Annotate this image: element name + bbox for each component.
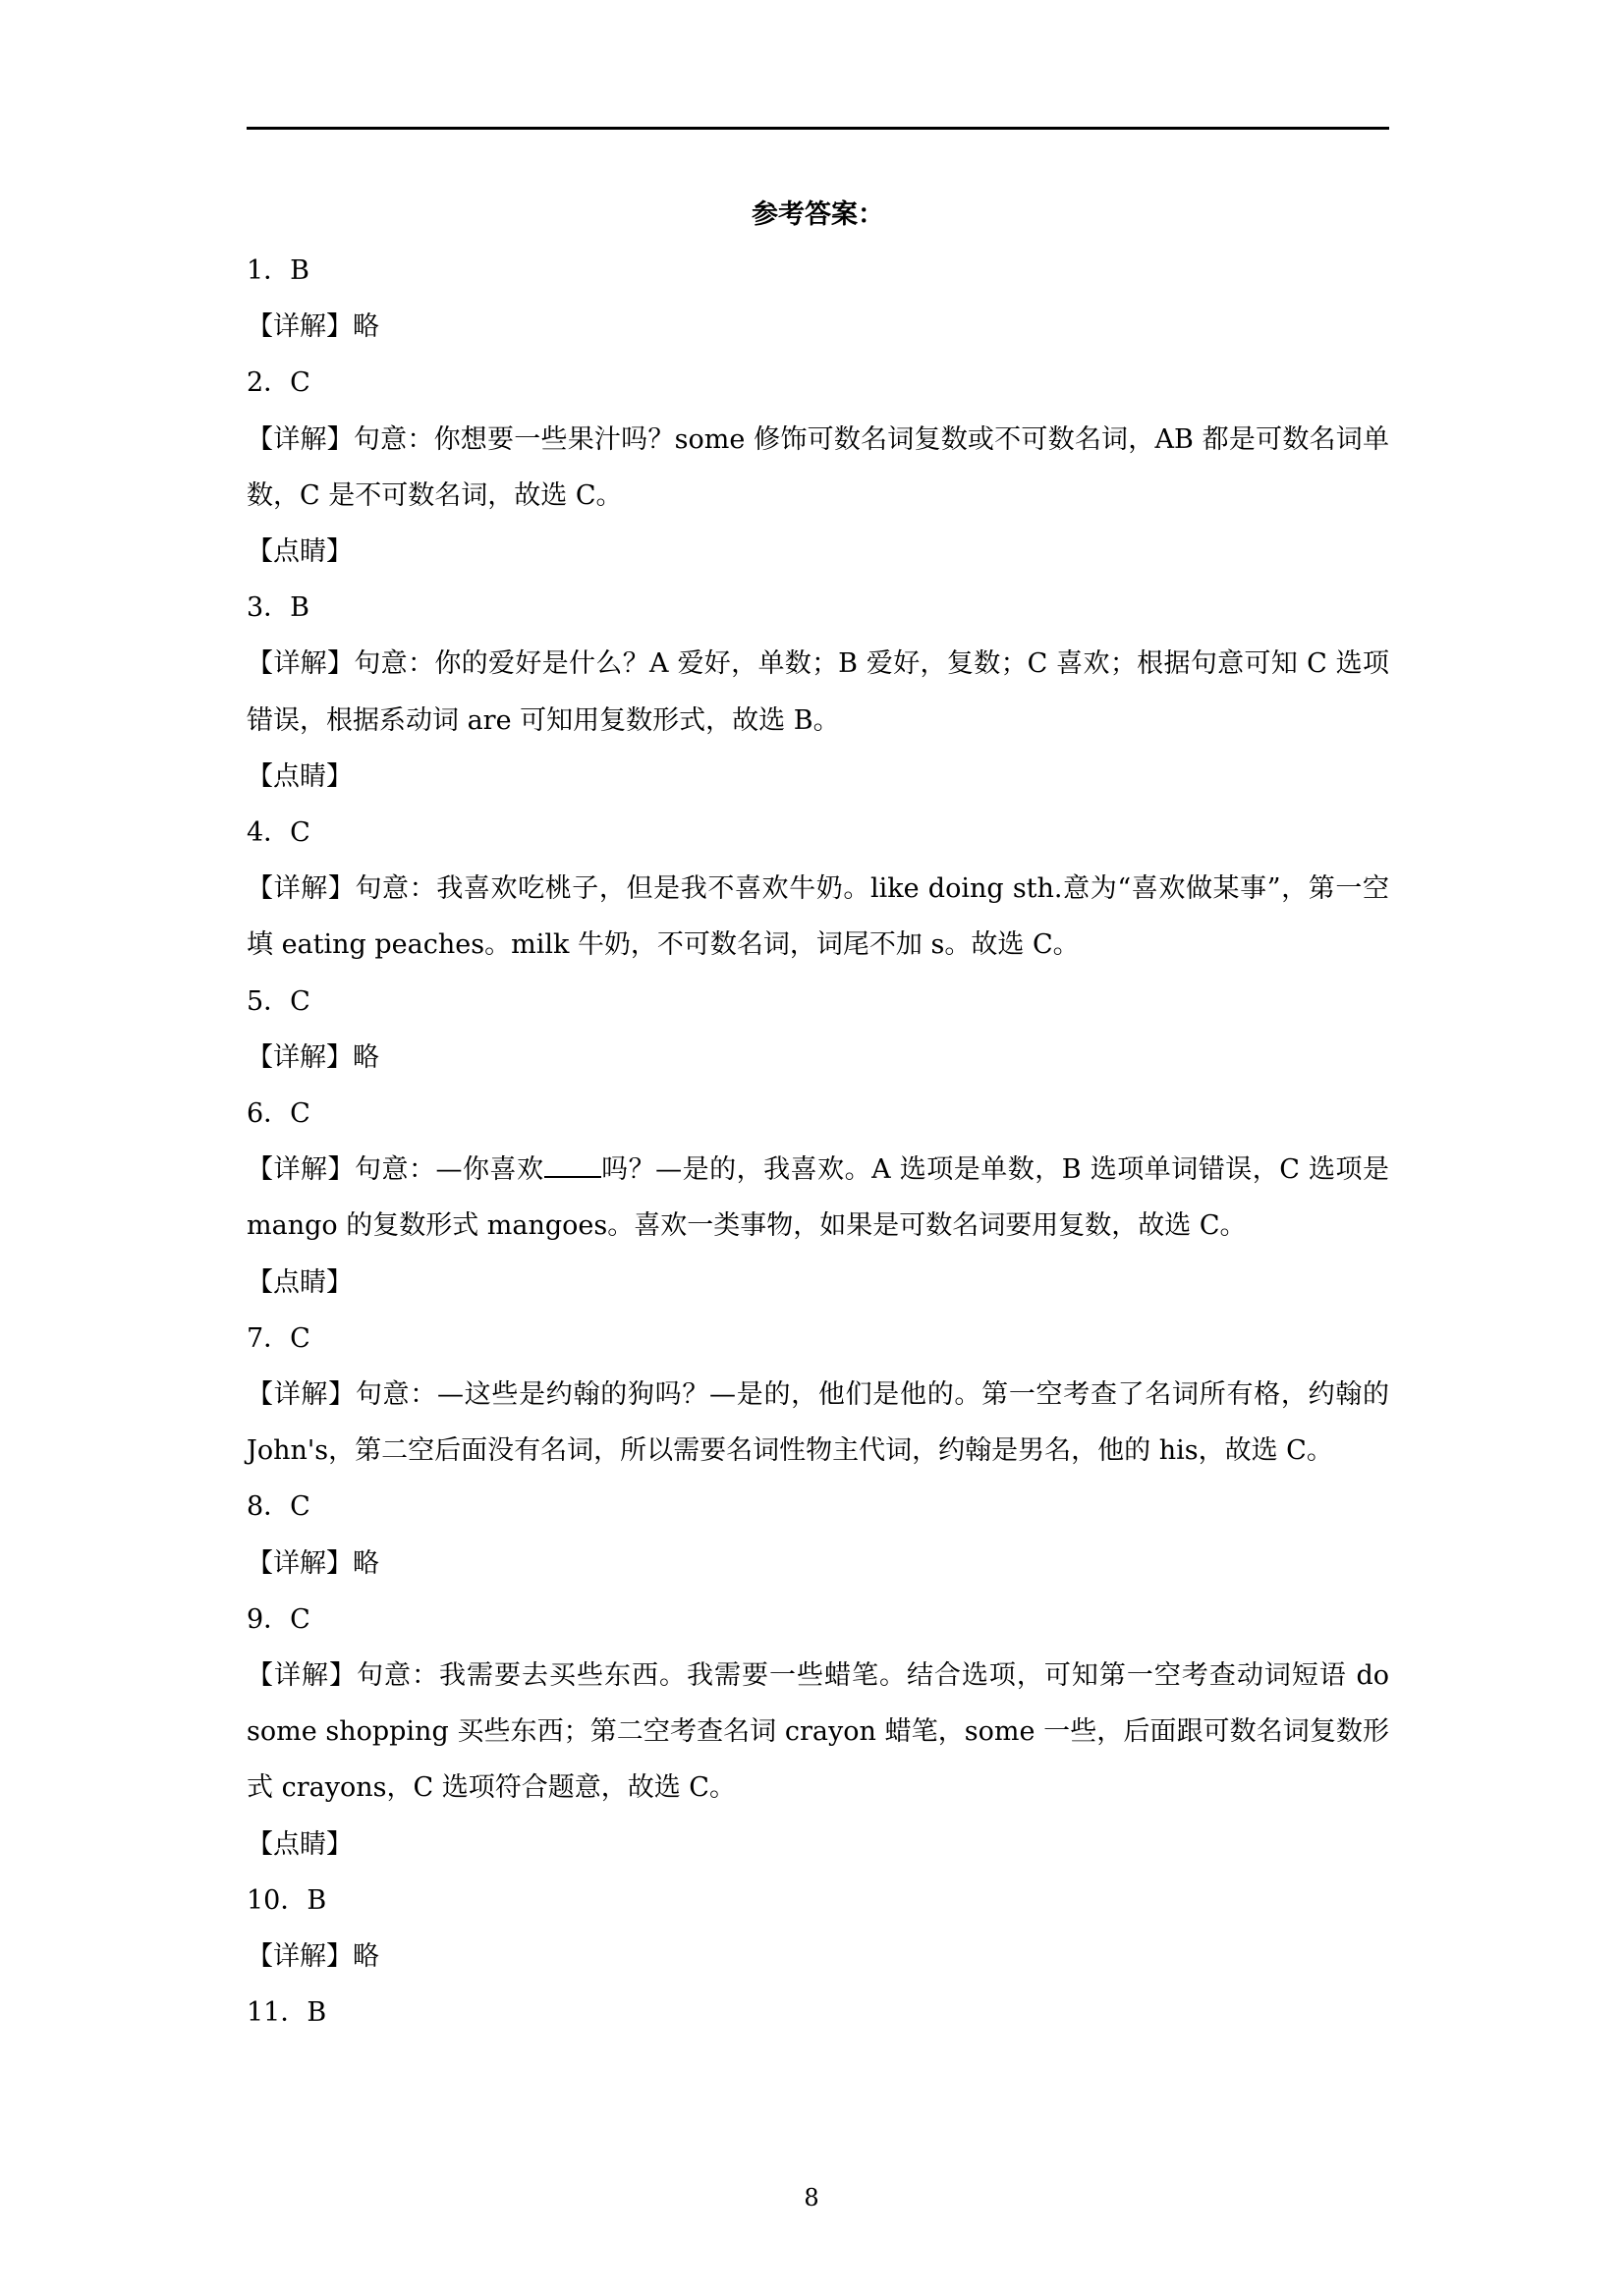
detail-text: 句意：你的爱好是什么？A 爱好，单数；B 爱好，复数；C 喜欢；根据句意可知 C 选项错误，根据系动词 are 可知用复数形式，故选 B。 [247,648,1389,736]
detail-text: 略 [353,1941,379,1973]
answer-detail [247,412,1389,524]
detail-text: 略 [353,1041,379,1073]
answer-item [247,1086,1389,1311]
answer-item [247,1985,1389,2041]
answer-number: 1．B [247,255,310,286]
answer-number: 4．C [247,817,310,849]
answer-detail [247,1030,1389,1086]
answer-detail [247,1536,1389,1592]
answer-number: 5．C [247,985,310,1017]
note-label: 【点睛】 [247,1266,353,1298]
answer-item [247,974,1389,1086]
answer-number: 6．C [247,1098,310,1130]
answer-number: 9．C [247,1603,310,1635]
answer-item [247,355,1389,580]
detail-text-after-blank: 吗？—是的，我喜欢。A 选项是单数，B 选项单词错误，C 选项是 mango 的复数形式 mangoes。喜欢一类事物，如果是可数名词要用复数，故选 C。 [247,1154,1390,1242]
answer-number: 3．B [247,592,310,624]
answer-number: 10．B [247,1884,327,1916]
answer-detail [247,636,1389,748]
detail-label: 【详解】 [247,1660,357,1692]
answer-item [247,805,1389,974]
detail-label: 【详解】 [247,648,355,680]
answer-key [247,187,1389,2042]
note-label: 【点睛】 [247,760,353,792]
note-label: 【点睛】 [247,1828,353,1860]
detail-text-before-blank: 句意：—你喜欢 [355,1154,544,1186]
answer-detail [247,1367,1389,1479]
page-number: 8 [804,2184,819,2212]
answer-item [247,243,1389,355]
answer-number: 2．C [247,367,310,399]
page-title: 参考答案： [752,199,884,230]
detail-label: 【详解】 [247,1379,356,1411]
detail-label: 【详解】 [247,1041,353,1073]
answer-detail [247,299,1389,355]
answer-item [247,1592,1389,1873]
answer-item [247,1873,1389,1985]
answer-detail [247,1648,1389,1817]
detail-label: 【详解】 [247,311,353,343]
detail-label: 【详解】 [247,1154,356,1186]
answer-item [247,1479,1389,1591]
detail-label: 【详解】 [247,423,354,455]
detail-label: 【详解】 [247,873,356,905]
note-label: 【点睛】 [247,536,353,568]
detail-text: 略 [353,311,379,343]
detail-label: 【详解】 [247,1547,353,1579]
detail-text: 句意：我喜欢吃桃子，但是我不喜欢牛奶。like doing sth.意为“喜欢做某事”，第一空填 eating peaches。milk 牛奶，不可数名词，词尾不加 s。故选 C。 [247,873,1390,961]
detail-text: 句意：你想要一些果汁吗？some 修饰可数名词复数或不可数名词，AB 都是可数名词单数，C 是不可数名词，故选 C。 [247,423,1389,511]
header-rule [247,127,1389,130]
answer-detail [247,861,1389,973]
detail-label: 【详解】 [247,1941,353,1973]
answer-item [247,580,1389,805]
answer-number: 7．C [247,1322,310,1354]
detail-text: 句意：我需要去买些东西。我需要一些蜡笔。结合选项，可知第一空考查动词短语 do some shopping 买些东西；第二空考查名词 crayon 蜡笔，some 一些，后面跟可数名词复数形式 crayons，C 选项符合题意，故选 C。 [247,1660,1390,1804]
detail-text: 句意：—这些是约翰的狗吗？—是的，他们是他的。第一空考查了名词所有格，约翰的 John's，第二空后面没有名词，所以需要名词性物主代词，约翰是男名，他的 his，故选 C。 [247,1379,1390,1467]
answer-number: 11．B [247,1997,327,2029]
fill-in-blank [544,1150,601,1178]
detail-text: 略 [353,1547,379,1579]
answer-detail [247,1142,1389,1254]
answer-detail [247,1929,1389,1985]
answer-number: 8．C [247,1491,310,1523]
answer-item [247,1311,1389,1480]
